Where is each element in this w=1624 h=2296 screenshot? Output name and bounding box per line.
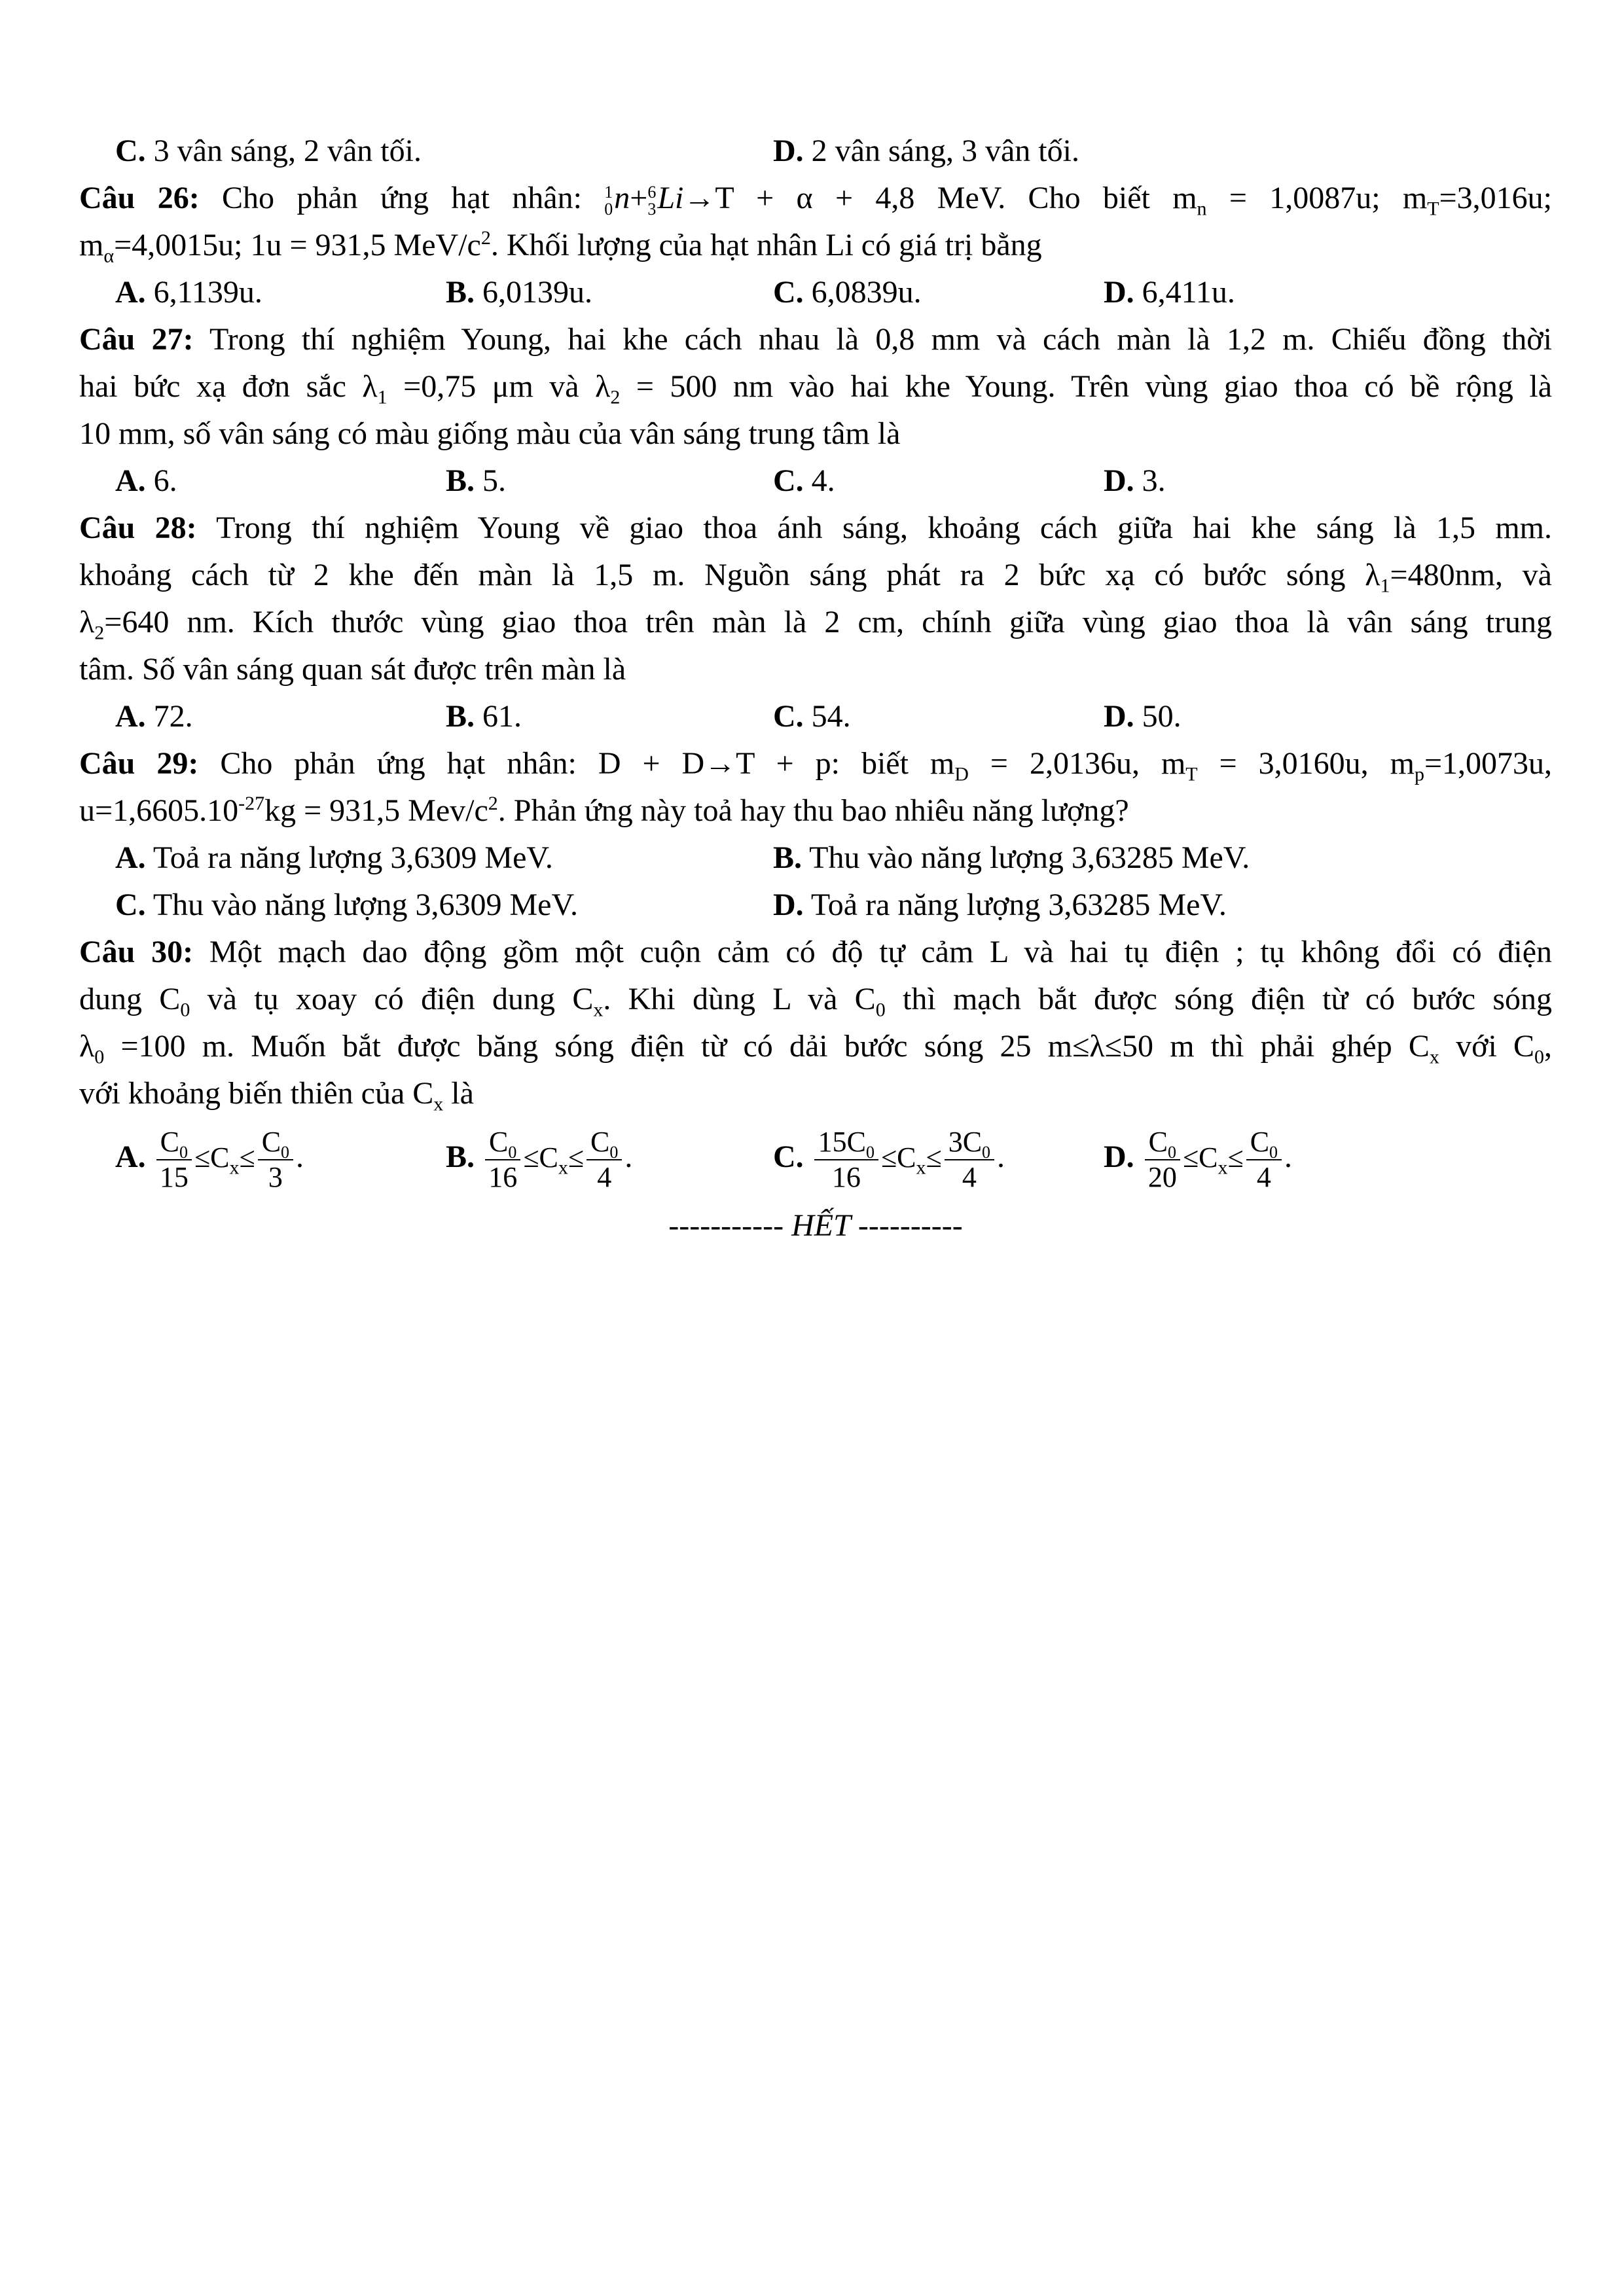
q28-option-b: B. 61.	[446, 699, 522, 734]
q27-option-d: D. 3.	[1104, 463, 1166, 498]
nuclide-n-indices: 1 0	[604, 182, 613, 219]
q30-options	[79, 1117, 1552, 1202]
q28-line-1: Câu 28: Trong thí nghiệm Young về giao thoa ánh sáng, khoảng cách giữa hai khe sáng là 1,5 mm.	[79, 511, 1552, 545]
q26-option-c: C. 6,0839u.	[773, 275, 922, 310]
question-label: Câu 27:	[79, 322, 194, 357]
q29-option-b: B. Thu vào năng lượng 3,63285 MeV.	[773, 840, 1250, 875]
q25-options	[79, 128, 1552, 175]
q30-option-c: C. $\frac{15C_0}{16}$ $\le C_x\le$ $\frac{3C_0}{4}$ .	[773, 1126, 1005, 1193]
q29-option-d: D. Toả ra năng lượng 3,63285 MeV.	[773, 888, 1227, 922]
q30-option-d: D. $\frac{C_0}{20}$ $\le C_x\le$ $\frac{C_0}{4}$ .	[1104, 1126, 1293, 1193]
nuclide-li-indices: 6 3	[647, 182, 657, 219]
q30-option-b: B. $\frac{C_0}{16}$ $\le C_x\le$ $\frac{C_0}{4}$ .	[446, 1126, 633, 1193]
q27-option-a: A. 6.	[115, 463, 177, 498]
q29-option-c: C. Thu vào năng lượng 3,6309 MeV.	[115, 888, 578, 922]
q26-option-d: D. 6,411u.	[1104, 275, 1235, 310]
q26-options	[79, 269, 1552, 316]
q28-line-4: tâm. Số vân sáng quan sát được trên màn là	[79, 652, 626, 687]
q26-line-2: $m_\alpha=4,0015u$; 1u = 931,5 MeV/$c^2$. Khối lượng của hạt nhân Li có giá trị bằng	[79, 227, 1042, 267]
q27-line-2: hai bức xạ đơn sắc $\lambda_1 =0,75$ μm và $\lambda_2 = 500$ nm vào hai khe Young. Trên vùng giao thoa có bề rộng là	[79, 369, 1553, 408]
q28-option-d: D. 50.	[1104, 699, 1182, 734]
q30-line-4: với khoảng biến thiên của $C_x$ là	[79, 1076, 474, 1115]
question-label: Câu 28:	[79, 511, 197, 545]
question-label: Câu 30:	[79, 935, 194, 969]
q26-option-a: A. 6,1139u.	[115, 275, 262, 310]
q28-option-c: C. 54.	[773, 699, 851, 734]
q26-option-b: B. 6,0139u.	[446, 275, 593, 310]
q27-line-3: 10 mm, số vân sáng có màu giống màu của vân sáng trung tâm là	[79, 416, 901, 451]
exam-page	[79, 128, 1552, 1249]
q28-line-3: $\lambda_2=640$ nm. Kích thước vùng giao thoa trên màn là 2 cm, chính giữa vùng giao thoa là vân sáng trung	[79, 605, 1552, 644]
q29-options-row-2	[79, 882, 1552, 929]
q30-line-1: Câu 30: Một mạch dao động gồm một cuộn cảm có độ tự cảm L và hai tụ điện ; tụ không đổi có điện	[79, 935, 1553, 969]
q30-line-2: dung $C_0$ và tụ xoay có điện dung $C_x$. Khi dùng L và $C_0$ thì mạch bắt được sóng điện từ có bước sóng	[79, 982, 1553, 1021]
q26-line-1: Câu 26: Cho phản ứng hạt nhân: 1 0 n+ 6 3 Li→T + α + 4,8 MeV. Cho biết $m_n = 1,0087u$; $m_T=3,016u$;	[79, 181, 1552, 220]
q27-line-1: Câu 27: Trong thí nghiệm Young, hai khe cách nhau là 0,8 mm và cách màn là 1,2 m. Chiếu đồng thời	[79, 322, 1553, 357]
q25-option-c: C. 3 vân sáng, 2 vân tối.	[115, 134, 422, 168]
question-label: Câu 26:	[79, 181, 200, 215]
q29-options-row-1	[79, 834, 1552, 882]
q30-option-a: A. $\frac{C_0}{15}$ $\le C_x\le$ $\frac{C_0}{3}$ .	[115, 1126, 304, 1193]
q29-option-a: A. Toả ra năng lượng 3,6309 MeV.	[115, 840, 553, 875]
q27-option-b: B. 5.	[446, 463, 507, 498]
q25-option-d: D. 2 vân sáng, 3 vân tối.	[773, 134, 1079, 168]
q27-option-c: C. 4.	[773, 463, 835, 498]
q28-option-a: A. 72.	[115, 699, 193, 734]
q29-line-2: $u=1,6605.10^{-27}kg = 931,5$ Mev/$c^2$. Phản ứng này toả hay thu bao nhiêu năng lượng?	[79, 793, 1129, 828]
q27-options	[79, 457, 1552, 505]
end-marker: ----------- HẾT ----------	[668, 1208, 963, 1243]
q30-line-3: $\lambda_0 =100$ m. Muốn bắt được băng sóng điện từ có dải bước sóng 25 m≤λ≤50 m thì phải ghép $C_x$ với $C_0$,	[79, 1029, 1553, 1068]
q29-line-1: Câu 29: Cho phản ứng hạt nhân: D + D→T + p: biết $m_D = 2,0136u$, $m_T = 3,0160u$, $m_p=1,0073u$,	[79, 746, 1553, 785]
q28-line-2: khoảng cách từ 2 khe đến màn là 1,5 m. Nguồn sáng phát ra 2 bức xạ có bước sóng $\lambda_1=480nm$, và	[79, 558, 1552, 597]
q28-options	[79, 693, 1552, 740]
question-label: Câu 29:	[79, 746, 199, 781]
